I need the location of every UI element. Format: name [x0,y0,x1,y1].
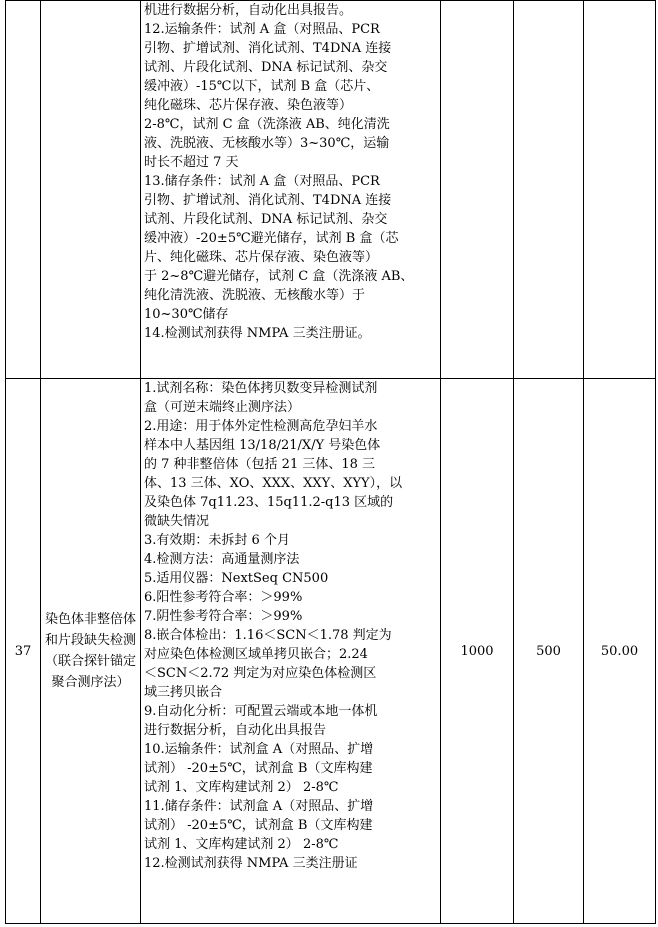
row-index-cell [6,1,41,379]
spec-cell [141,1,441,379]
spec-line: 液、洗脱液、无核酸水等）3~30℃，运输 [144,136,390,151]
spec-line: 2-8℃，试剂 C 盒（洗涤液 AB、纯化清洗 [144,117,390,132]
spec-line: 体、13 三体、XO、XXX、XXY、XYY），以 [144,476,403,491]
spec-line: 缓冲液）-15℃以下，试剂 B 盒（芯片、 [144,79,380,94]
product-name-cell: 染色体非整倍体和片段缺失检测（联合探针锚定聚合测序法） [41,379,141,924]
spec-line: 微缺失情况 [144,514,210,529]
spec-line: 纯化清洗液、洗脱液、无核酸水等）于 [144,288,366,303]
spec-line: 引物、扩增试剂、消化试剂、T4DNA 连接 [144,41,392,56]
spec-line: 样本中人基因组 13/18/21/X/Y 号染色体 [144,438,381,453]
spec-line: 于 2~8℃避光储存，试剂 C 盒（洗涤液 AB、 [144,269,414,284]
spec-line: 试剂 1、文库构建试剂 2） 2-8℃ [144,837,339,852]
spec-line: 8.嵌合体检出：1.16＜SCN＜1.78 判定为 [144,628,392,643]
quantity-b-cell: 500 [514,379,584,924]
spec-line: 对应染色体检测区域单拷贝嵌合；2.24 [144,647,368,662]
spec-line: 11.储存条件：试剂盒 A（对照品、扩增 [144,799,374,814]
spec-line: 试剂、片段化试剂、DNA 标记试剂、杂交 [144,212,388,227]
spec-line: 盒（可逆末端终止测序法） [144,400,301,415]
spec-line: 14.检测试剂获得 NMPA 三类注册证。 [144,326,371,341]
spec-line: 试剂、片段化试剂、DNA 标记试剂、杂交 [144,60,388,75]
spec-lines [144,379,438,873]
spec-line: 2.用途：用于体外定性检测高危孕妇羊水 [144,419,378,434]
table-row [6,1,656,379]
spec-line: 6.阳性参考符合率：＞99% [144,590,303,605]
row-index-cell: 37 [6,379,41,924]
spec-lines [144,1,438,343]
price-cell [584,1,656,379]
spec-line: ＜SCN＜2.72 判定为对应染色体检测区 [144,666,377,681]
spec-line: 域三拷贝嵌合 [144,685,223,700]
spec-cell [141,379,441,924]
spec-line: 试剂） -20±5℃，试剂盒 B（文库构建 [144,761,373,776]
quantity-b-cell [514,1,584,379]
product-name-cell [41,1,141,379]
spec-line: 纯化磁珠、芯片保存液、染色液等） [144,98,353,113]
spec-line: 机进行数据分析，自动化出具报告。 [144,3,353,18]
spec-line: 时长不超过 7 天 [144,155,239,170]
spec-line: 5.适用仪器：NextSeq CN500 [144,571,329,586]
spec-line: 试剂） -20±5℃，试剂盒 B（文库构建 [144,818,373,833]
spec-table [5,0,656,924]
spec-line: 1.试剂名称：染色体拷贝数变异检测试剂 [144,381,378,396]
table-row [6,379,656,924]
spec-line: 片、纯化磁珠、芯片保存液、染色液等） [144,250,379,265]
spec-line: 13.储存条件：试剂 A 盒（对照品、PCR [144,174,380,189]
spec-line: 的 7 种非整倍体（包括 21 三体、18 三 [144,457,376,472]
spec-line: 10~30℃储存 [144,307,229,322]
spec-line: 9.自动化分析：可配置云端或本地一体机 [144,704,378,719]
spec-line: 试剂 1、文库构建试剂 2） 2-8℃ [144,780,339,795]
spec-line: 缓冲液）-20±5℃避光储存，试剂 B 盒（芯 [144,231,399,246]
spec-line: 7.阴性参考符合率：＞99% [144,609,303,624]
spec-line: 3.有效期：未拆封 6 个月 [144,533,290,548]
quantity-a-cell: 1000 [441,379,514,924]
spec-line: 10.运输条件：试剂盒 A（对照品、扩增 [144,742,374,757]
spec-line: 12.检测试剂获得 NMPA 三类注册证 [144,856,358,871]
spec-line: 引物、扩增试剂、消化试剂、T4DNA 连接 [144,193,392,208]
spec-line: 进行数据分析，自动化出具报告 [144,723,327,738]
spec-line: 及染色体 7q11.23、15q11.2-q13 区域的 [144,495,394,510]
spec-line: 12.运输条件：试剂 A 盒（对照品、PCR [144,22,380,37]
spec-line: 4.检测方法：高通量测序法 [144,552,300,567]
price-cell: 50.00 [584,379,656,924]
quantity-a-cell [441,1,514,379]
